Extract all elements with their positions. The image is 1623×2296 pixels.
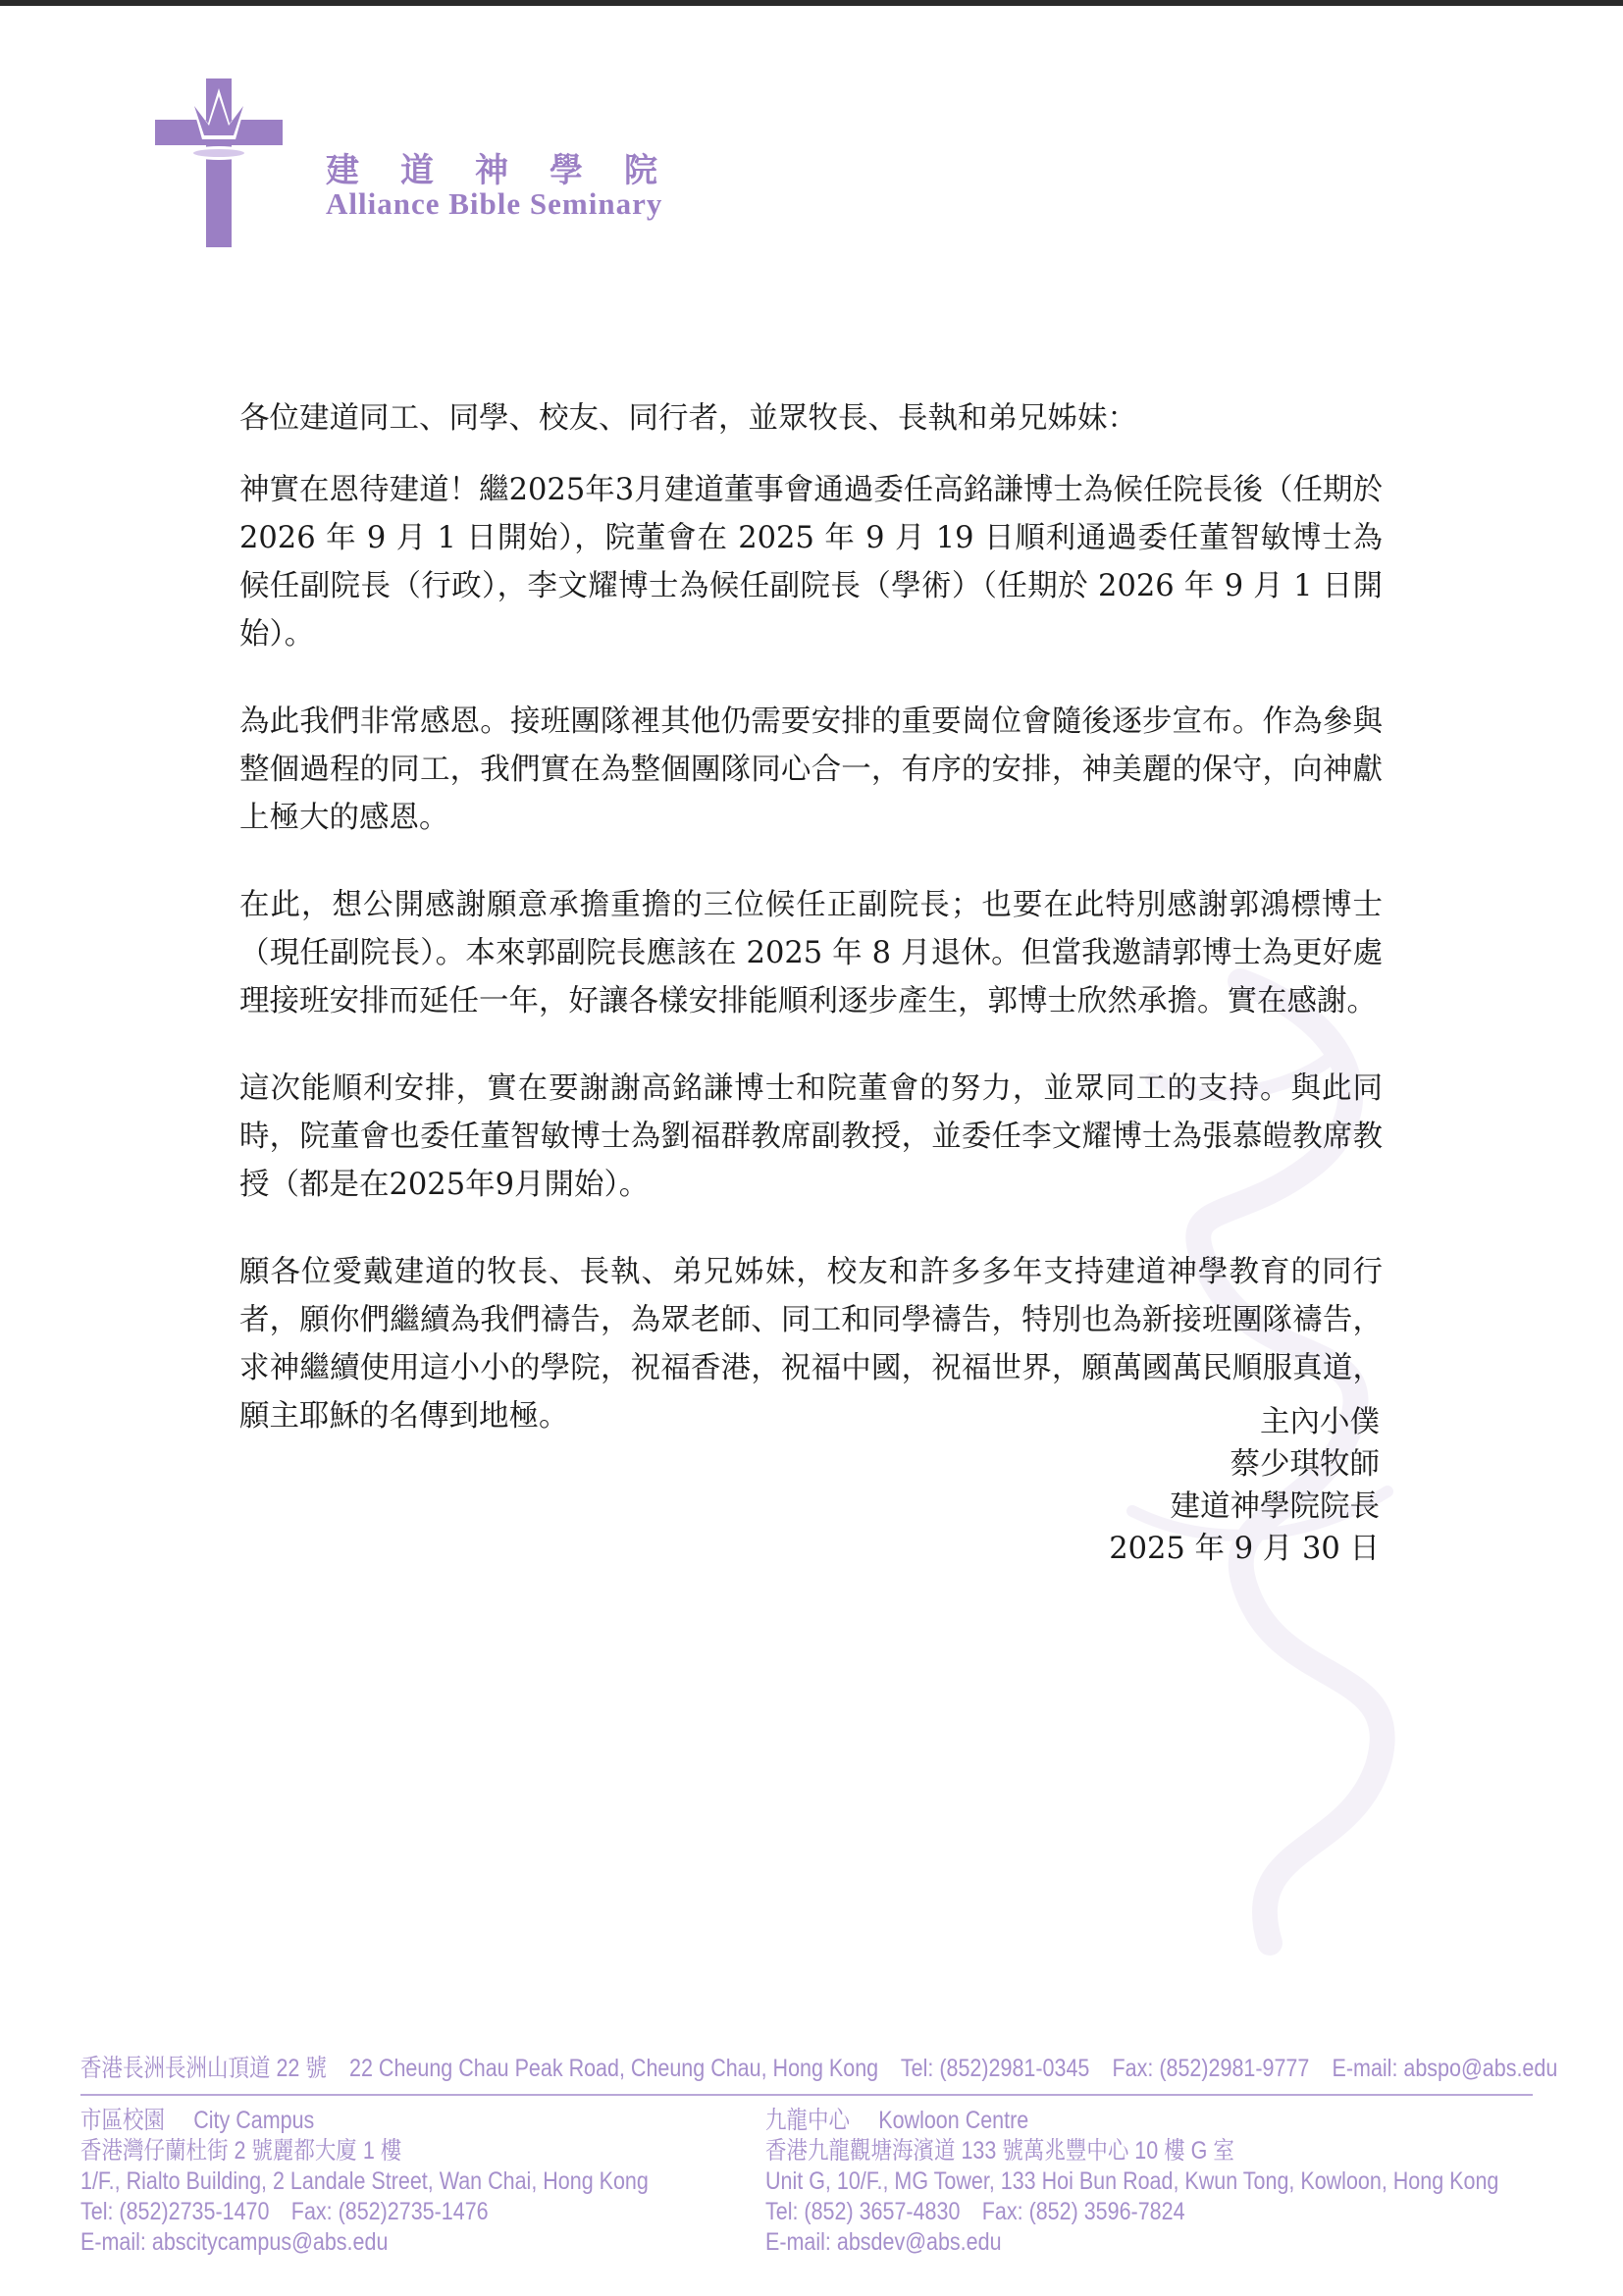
cross-crown-icon	[155, 78, 283, 247]
main-campus-line	[80, 2049, 1558, 2084]
main-tel: Tel: (852)2981-0345	[900, 2055, 1090, 2082]
letter-paragraph-4: 這次能順利安排，實在要謝謝高銘謙博士和院董會的努力，並眾同工的支持。與此同時，院董會也委任董智敏博士為劉福群教席副教授，並委任李文耀博士為張慕皚教席教授（都是在2025年9月開始）。	[239, 1071, 1383, 1202]
kowloon-centre-block	[765, 2106, 1498, 2258]
city-campus-email: E-mail: abscitycampus@abs.edu	[80, 2228, 389, 2256]
main-fax: Fax: (852)2981-9777	[1112, 2055, 1310, 2082]
kowloon-centre-name-zh: 九龍中心	[765, 2107, 851, 2134]
letter-paragraph-5: 願各位愛戴建道的牧長、長執、弟兄姊妹，校友和許多多年支持建道神學教育的同行者，願你們繼續為我們禱告，為眾老師、同工和同學禱告，特別也為新接班團隊禱告，求神繼續使用這小小的學院，祝福香港，祝福中國，祝福世界，願萬國萬民順服真道，願主耶穌的名傳到地極。	[239, 1255, 1383, 1434]
city-campus-fax: Fax: (852)2735-1476	[290, 2198, 489, 2225]
kowloon-centre-address-en: Unit G, 10/F., MG Tower, 133 Hoi Bun Road, Kwun Tong, Kowloon, Hong Kong	[765, 2167, 1499, 2195]
main-address-en: 22 Cheung Chau Peak Road, Cheung Chau, Hong Kong	[349, 2055, 879, 2082]
letter-paragraph-1: 神實在恩待建道！繼2025年3月建道董事會通過委任高銘謙博士為候任院長後（任期於 2026 年 9 月 1 日開始），院董會在 2025 年 9 月 19 日順利通過委任董智敏博士為候任副院長（行政），李文耀博士為候任副院長（學術）（任期於 2026 年 9 月 1 日開始）。	[239, 473, 1383, 652]
letter-greeting: 各位建道同工、同學、校友、同行者，並眾牧長、長執和弟兄姊妹：	[239, 401, 1137, 436]
kowloon-centre-tel: Tel: (852) 3657-4830	[765, 2198, 961, 2225]
city-campus-block	[80, 2106, 649, 2258]
city-campus-tel: Tel: (852)2735-1470	[80, 2198, 270, 2225]
letterhead-footer	[80, 2049, 1558, 2256]
letter-paragraph-3: 在此，想公開感謝願意承擔重擔的三位候任正副院長；也要在此特別感謝郭鴻標博士（現任副院長）。本來郭副院長應該在 2025 年 8 月退休。但當我邀請郭博士為更好處理接班安排而延任一年，好讓各樣安排能順利逐步產生，郭博士欣然承擔。實在感謝。	[239, 888, 1383, 1018]
main-address-zh: 香港長洲長洲山頂道 22 號	[80, 2055, 327, 2082]
letter-date: 2025 年 9 月 30 日	[1109, 1532, 1380, 1566]
city-campus-address-zh: 香港灣仔蘭杜街 2 號麗都大廈 1 樓	[80, 2137, 402, 2165]
kowloon-centre-fax: Fax: (852) 3596-7824	[981, 2198, 1185, 2225]
logo-name-zh: 建道神學院	[326, 151, 699, 190]
kowloon-centre-name-en: Kowloon Centre	[878, 2107, 1029, 2134]
scan-top-edge	[0, 0, 1623, 6]
logo-name-en: Alliance Bible Seminary	[326, 186, 663, 221]
city-campus-address-en: 1/F., Rialto Building, 2 Landale Street, Wan Chai, Hong Kong	[80, 2167, 649, 2195]
kowloon-centre-email: E-mail: absdev@abs.edu	[765, 2228, 1002, 2256]
letter-paragraph-2: 為此我們非常感恩。接班團隊裡其他仍需要安排的重要崗位會隨後逐步宣布。作為參與整個過程的同工，我們實在為整個團隊同心合一，有序的安排，神美麗的保守，向神獻上極大的感恩。	[239, 704, 1383, 835]
signature-name: 蔡少琪牧師	[1230, 1447, 1380, 1482]
seminary-logo	[155, 78, 283, 247]
signature-block	[1109, 1401, 1380, 1570]
city-campus-name-zh: 市區校園	[80, 2107, 166, 2134]
city-campus-name-en: City Campus	[193, 2107, 315, 2134]
signature-title: 建道神學院院長	[1170, 1489, 1380, 1524]
signature-closing: 主內小僕	[1260, 1405, 1380, 1439]
kowloon-centre-address-zh: 香港九龍觀塘海濱道 133 號萬兆豐中心 10 樓 G 室	[765, 2137, 1234, 2165]
main-email: E-mail: abspo@abs.edu	[1332, 2055, 1558, 2082]
letter-body	[239, 394, 1383, 1480]
footer-divider	[80, 2094, 1533, 2096]
